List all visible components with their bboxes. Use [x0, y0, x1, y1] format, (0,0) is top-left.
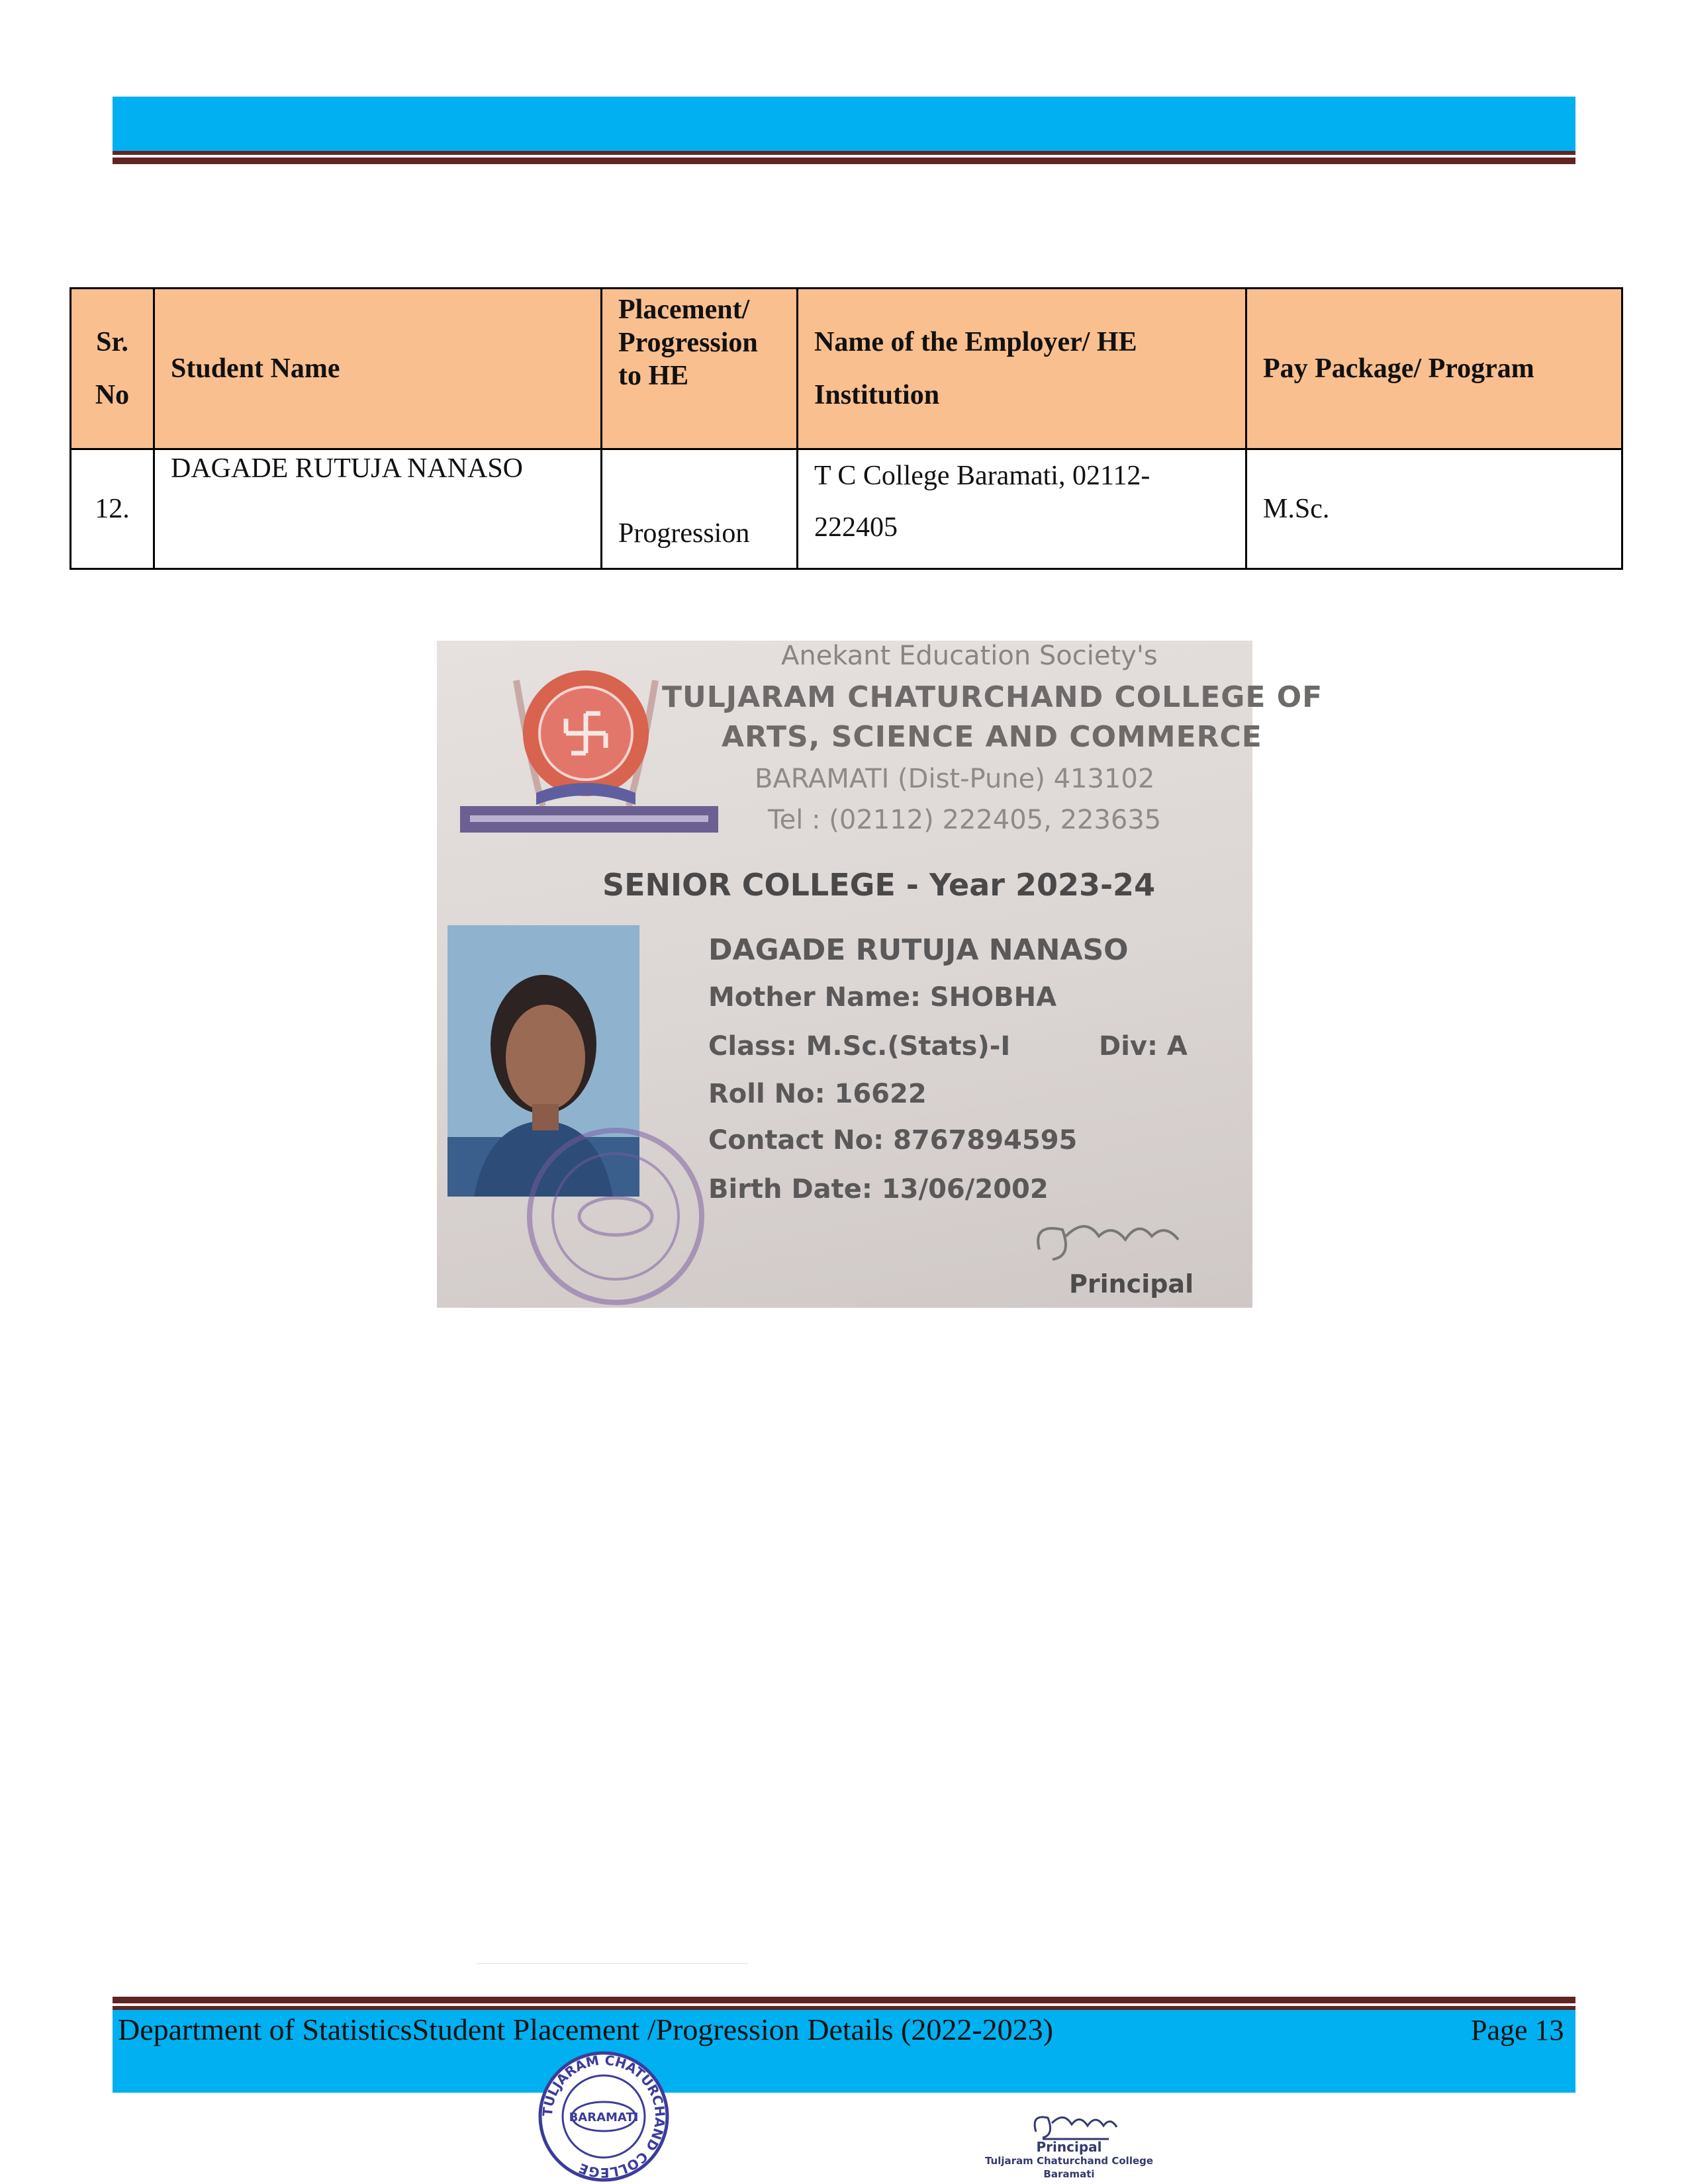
header-sr-line2: No	[95, 380, 130, 410]
seal-ring-text: TULJARAM CHATURCHAND COLLEGE	[539, 2052, 669, 2181]
header-employer	[798, 289, 1246, 449]
card-college-line1: TULJARAM CHATURCHAND COLLEGE OF	[662, 680, 1323, 714]
card-contact-no: Contact No: 8767894595	[708, 1125, 1078, 1156]
card-student-name: DAGADE RUTUJA NANASO	[708, 933, 1129, 967]
college-seal-icon	[538, 2050, 670, 2183]
cell-employer	[798, 449, 1246, 569]
cell-placement: Progression	[602, 449, 798, 569]
card-mother-name: Mother Name: SHOBHA	[708, 982, 1057, 1013]
divider	[477, 1963, 748, 1964]
header-placement-line3: to HE	[618, 361, 689, 391]
card-tel: Tel : (02112) 222405, 223635	[768, 805, 1162, 835]
card-address: BARAMATI (Dist-Pune) 413102	[755, 764, 1155, 794]
principal-signature	[976, 2109, 1162, 2181]
footer-title: Department of StatisticsStudent Placement /Progression Details (2022-2023)	[118, 2013, 1053, 2046]
principal-city: Baramati	[1043, 2168, 1095, 2180]
header-banner	[113, 97, 1575, 151]
page-number: Page 13	[1471, 2014, 1564, 2046]
card-class: Class: M.Sc.(Stats)-I	[708, 1031, 1011, 1062]
card-society: Anekant Education Society's	[781, 641, 1158, 671]
principal-title: Principal	[1036, 2139, 1102, 2155]
footer-rule-thick	[113, 1997, 1575, 2003]
header-placement-line1: Placement/	[618, 295, 750, 325]
table-header-row	[71, 289, 1622, 449]
header-rule-thick	[113, 158, 1575, 164]
header-rule	[113, 151, 1575, 155]
header-sr-no	[71, 289, 154, 449]
principal-college: Tuljaram Chaturchand College	[984, 2155, 1154, 2167]
signature-icon	[1029, 2109, 1122, 2142]
seal-center-text: BARAMATI	[569, 2111, 639, 2124]
card-principal: Principal	[1069, 1269, 1194, 1298]
card-signature-icon	[1026, 1210, 1192, 1269]
header-employer-line2: Institution	[814, 380, 940, 410]
header-student-name: Student Name	[154, 289, 602, 449]
cell-sr: 12.	[71, 449, 154, 569]
header-employer-line1: Name of the Employer/ HE	[814, 327, 1137, 357]
header-sr-line1: Sr.	[96, 327, 128, 357]
header-placement-line2: Progression	[618, 328, 758, 358]
header-placement	[602, 289, 798, 449]
card-division: Div: A	[1099, 1031, 1188, 1062]
header-pay-package: Pay Package/ Program	[1246, 289, 1622, 449]
card-roll-no: Roll No: 16622	[708, 1079, 927, 1109]
card-birth-date: Birth Date: 13/06/2002	[708, 1174, 1049, 1205]
card-stamp-icon	[516, 1117, 715, 1316]
cell-student-name: DAGADE RUTUJA NANASO	[154, 449, 602, 569]
card-college-line2: ARTS, SCIENCE AND COMMERCE	[722, 720, 1262, 754]
cell-employer-line1: T C College Baramati, 02112-	[814, 461, 1150, 491]
cell-pay-package: M.Sc.	[1246, 449, 1622, 569]
student-id-card-photo	[437, 641, 1323, 1308]
card-section: SENIOR COLLEGE - Year 2023-24	[602, 867, 1156, 903]
placement-table	[70, 287, 1623, 570]
table-row	[71, 449, 1622, 569]
cell-employer-line2: 222405	[814, 512, 898, 543]
